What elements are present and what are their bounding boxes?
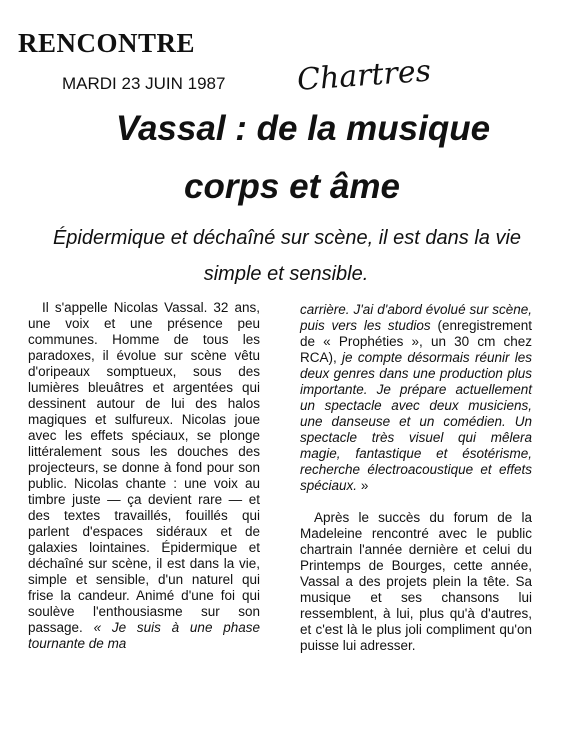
headline-line-1: Vassal : de la musique: [115, 109, 491, 148]
headline-line-2: corps et âme: [184, 167, 400, 206]
article-quote-text: « Je suis à une phase tournante de ma: [28, 620, 260, 651]
subheadline-line-2: simple et sensible.: [203, 263, 369, 285]
article-paragraph: [300, 510, 532, 654]
quote-end-mark: »: [360, 478, 369, 493]
section-rubric: RENCONTRE: [18, 28, 196, 58]
headline: [0, 100, 564, 216]
paragraph-gap: [300, 494, 532, 510]
subheadline-line-1: Épidermique et déchaîné sur scène, il est dans la vie: [52, 227, 522, 249]
article-quote-text: carrière. J'ai d'abord évolué sur scène, puis vers les studios: [300, 302, 532, 333]
article-column-right: [300, 302, 532, 654]
article-parenthetical: (enregistrement de « Prophéties », un 30 cm chez RCA),: [300, 318, 532, 365]
publication-date: MARDI 23 JUIN 1987: [62, 74, 226, 93]
article-paragraph: [300, 302, 532, 494]
article-body-text: Il s'appelle Nicolas Vassal. 32 ans, une voix et une présence peu communes. Homme de tous les paradoxes, il évolue sur scène vêtu d'oripeaux somptueux, sous des lumières bleuâtres et argentées qui dessinent autour de lui des halos magiques et sulfureux. Nicolas joue avec les effets spéciaux, se plonge littéralement sous les douches des projecteurs, se donne à fond pour son public. Nicolas chante : une voix au timbre juste — ça devient rare — et des textes travaillés, fouillés qui parlent d'espaces sidéraux et de galaxies lointaines. Épidermique et déchaîné sur scène, il est dans la vie, simple et sensible, d'un naturel qui frise la candeur. Animé d'une foi qui soulève l'enthousiasme sur son passage.: [28, 300, 260, 635]
handwritten-annotation: Chartres: [295, 53, 433, 98]
article-paragraph: [28, 300, 260, 652]
subheadline: [0, 220, 564, 292]
article-column-left: [28, 300, 260, 652]
article-quote-text: je compte désormais réunir les deux genres dans une production plus importante. Je prépare actuellement un spectacle avec deux musiciens, une danseuse et un comédien. Un spectacle très visuel qui mêlera magie, fantastique et ésotérisme, recherche électroacoustique et effets spéciaux.: [300, 350, 532, 493]
article-body-text: Après le succès du forum de la Madeleine rencontré avec le public chartrain l'année dernière et celui du Printemps de Bourges, cette année, Vassal a des projets plein la tête. Sa musique et ses chansons lui ressemblent, à lui, plus qu'à d'autres, et c'est là le plus joli compliment qu'on puisse lui adresser.: [300, 510, 532, 653]
